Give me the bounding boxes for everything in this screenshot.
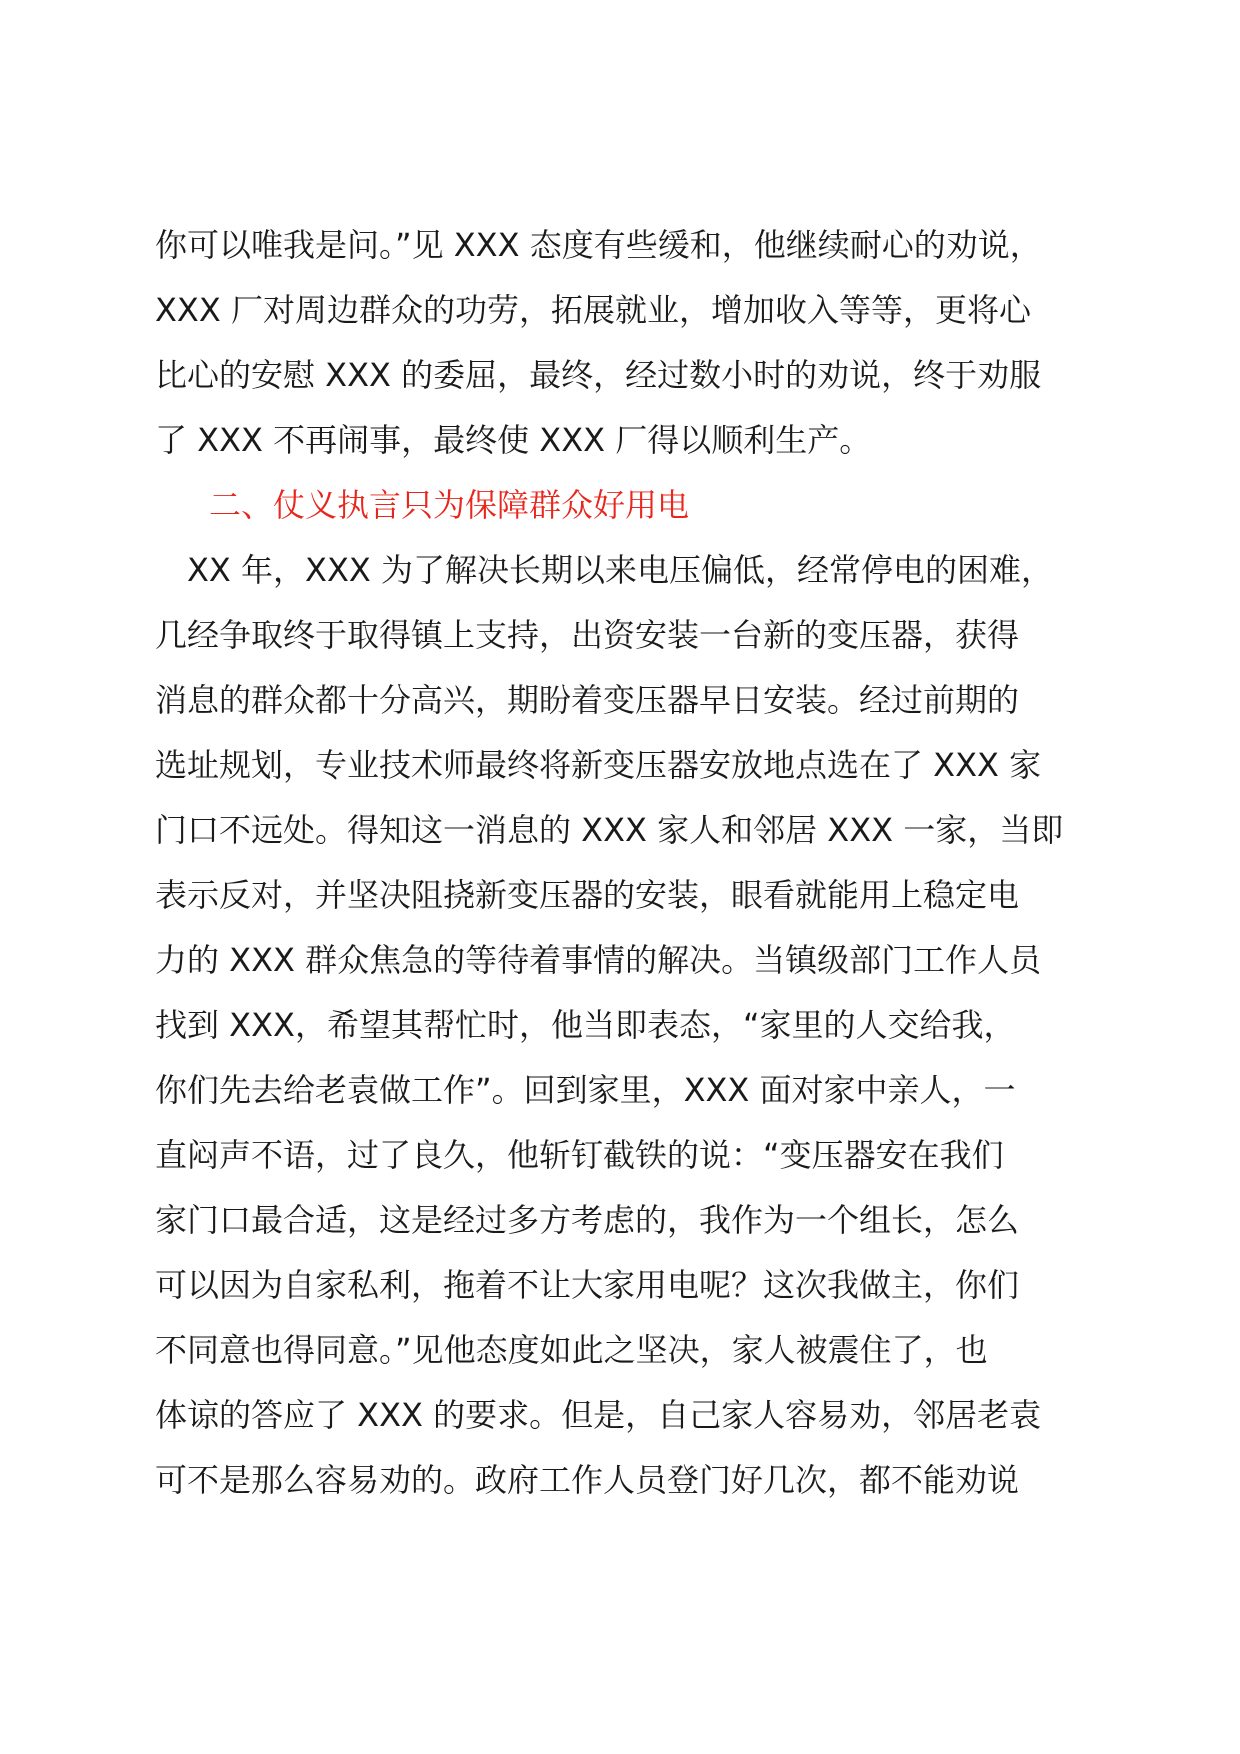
text-line: 你们先去给老袁做工作”。回到家里，XXX 面对家中亲人，一 (155, 1071, 1016, 1109)
text-line: 直闷声不语，过了良久，他斩钉截铁的说：“变压器安在我们 (155, 1136, 1004, 1174)
text-line: 不同意也得同意。”见他态度如此之坚决，家人被震住了，也 (155, 1331, 988, 1369)
text-line: 体谅的答应了 XXX 的要求。但是，自己家人容易劝，邻居老袁 (155, 1396, 1042, 1434)
text-line: 表示反对，并坚决阻挠新变压器的安装，眼看就能用上稳定电 (155, 876, 1020, 914)
text-line: 门口不远处。得知这一消息的 XXX 家人和邻居 XXX 一家，当即 (155, 811, 1064, 849)
text-line: 消息的群众都十分高兴，期盼着变压器早日安装。经过前期的 (155, 681, 1020, 719)
document-page (155, 213, 1095, 1513)
text-line: 你可以唯我是问。”见 XXX 态度有些缓和，他继续耐心的劝说， (155, 226, 1042, 264)
text-line: 力的 XXX 群众焦急的等待着事情的解决。当镇级部门工作人员 (155, 941, 1042, 979)
text-line: 了 XXX 不再闹事，最终使 XXX 厂得以顺利生产。 (155, 421, 872, 459)
text-line: 几经争取终于取得镇上支持，出资安装一台新的变压器，获得 (155, 616, 1020, 654)
section-heading: 二、仗义执言只为保障群众好用电 (209, 486, 690, 524)
text-line: XX 年，XXX 为了解决长期以来电压偏低，经常停电的困难， (155, 551, 1053, 589)
text-line: 比心的安慰 XXX 的委屈，最终，经过数小时的劝说，终于劝服 (155, 356, 1042, 394)
text-line: 可不是那么容易劝的。政府工作人员登门好几次，都不能劝说 (155, 1461, 1020, 1499)
text-line: 找到 XXX，希望其帮忙时，他当即表态，“家里的人交给我， (155, 1006, 1016, 1044)
text-line: 家门口最合适，这是经过多方考虑的，我作为一个组长，怎么 (155, 1201, 1020, 1239)
text-line: 选址规划，专业技术师最终将新变压器安放地点选在了 XXX 家 (155, 746, 1042, 784)
text-line: XXX 厂对周边群众的功劳，拓展就业，增加收入等等，更将心 (155, 291, 1031, 329)
text-line: 可以因为自家私利，拖着不让大家用电呢？这次我做主，你们 (155, 1266, 1020, 1304)
